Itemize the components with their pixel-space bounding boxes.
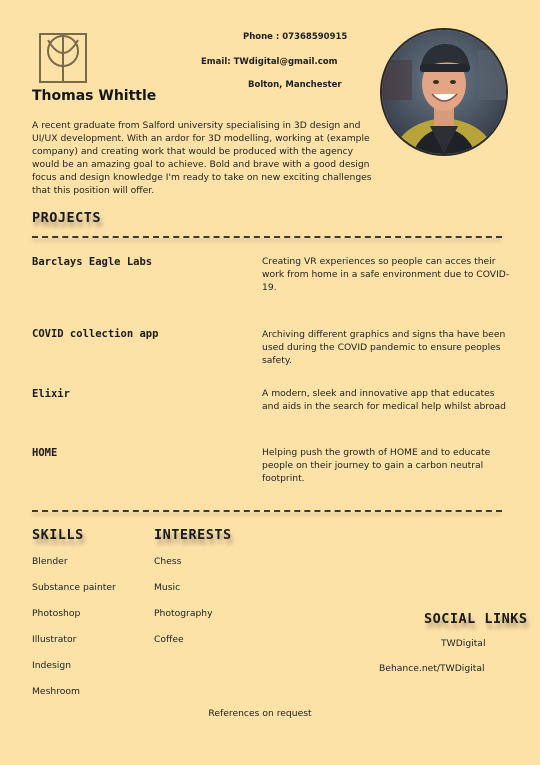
skill-item: Indesign (32, 660, 72, 671)
person-portrait-icon (382, 30, 506, 154)
project-title: Elixir (32, 388, 70, 400)
project-description: Creating VR experiences so people can acces their work from home in a safe environment due to COVID-19. (262, 256, 510, 293)
person-name: Thomas Whittle (32, 88, 157, 104)
skill-item: Illustrator (32, 634, 77, 645)
interests-heading: INTERESTS (154, 527, 232, 543)
phone-text: Phone : 07368590915 (243, 32, 348, 42)
social-link-behance[interactable]: Behance.net/TWDigital (379, 663, 485, 674)
interest-item: Music (154, 582, 181, 593)
interest-item: Photography (154, 608, 213, 619)
profile-photo (380, 28, 508, 156)
projects-heading: PROJECTS (32, 210, 102, 226)
section-divider (32, 236, 502, 238)
location-text: Bolton, Manchester (248, 80, 342, 90)
skill-item: Photoshop (32, 608, 81, 619)
section-divider (32, 510, 502, 512)
email-link[interactable]: Email: TWdigital@gmail.com (201, 57, 338, 67)
project-description: Helping push the growth of HOME and to educate people on their journey to gain a carbon neutral footprint. (262, 447, 491, 484)
intro-paragraph: A recent graduate from Salford university specialising in 3D design and UI/UX development. With an ardor for 3D modelling, working at (example company) and creating work that would be produced with the agency would be an amazing goal to achieve. Bold and brave with a good design focus and design knowledge I'm ready to take on new exciting challenges that this position will offer. (32, 120, 372, 196)
interest-item: Chess (154, 556, 182, 567)
logo-emblem-icon (38, 32, 88, 84)
social-link-twdigital[interactable]: TWDigital (441, 638, 486, 649)
skill-item: Blender (32, 556, 68, 567)
project-title: Barclays Eagle Labs (32, 256, 153, 268)
skill-item: Substance painter (32, 582, 116, 593)
project-description: A modern, sleek and innovative app that educates and aids in the search for medical help whilst abroad (262, 388, 507, 412)
references-note: References on request (208, 708, 312, 719)
project-title: COVID collection app (32, 328, 159, 340)
project-title: HOME (32, 447, 58, 459)
skill-item: Meshroom (32, 686, 80, 697)
social-links-heading: SOCIAL LINKS (424, 611, 528, 627)
project-description: Archiving different graphics and signs tha have been used during the COVID pandemic to ensure peoples safety. (262, 329, 506, 366)
skills-heading: SKILLS (32, 527, 84, 543)
interest-item: Coffee (154, 634, 184, 645)
